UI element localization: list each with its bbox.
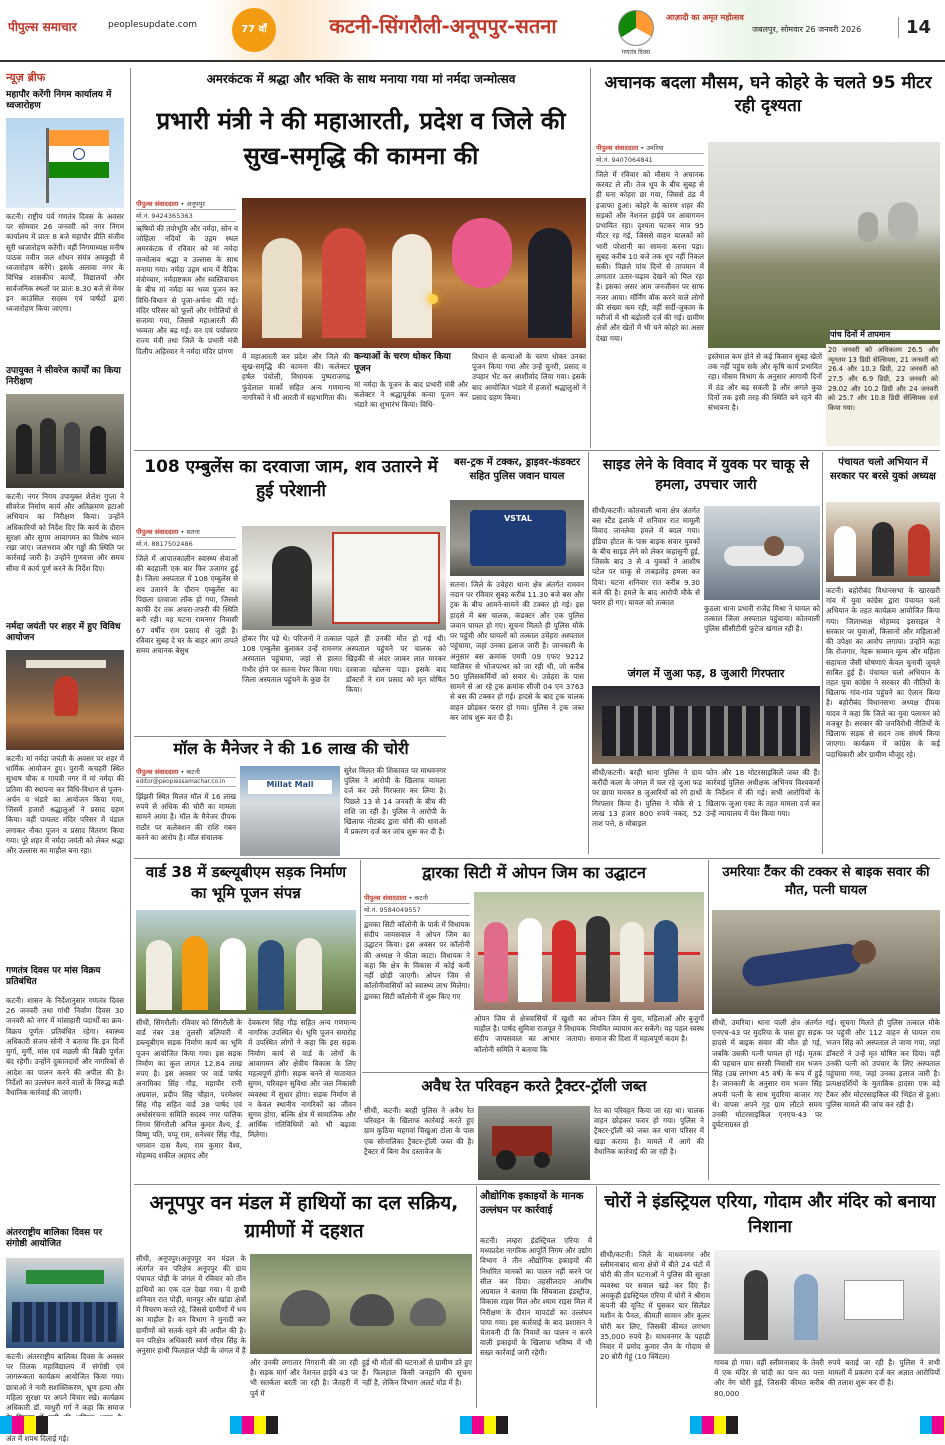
tanker-photo	[712, 910, 940, 1014]
gym-mobile: मो.नं. 9584049557	[364, 904, 470, 916]
weather-body: जिले में रविवार को मौसम ने अचानक करवट ले ली। तेज धूप के बीच सुबह से ही घना कोहरा छा गया, जिससे ठंड में इजाफा हुआ। कोहरे के कारण शहर की सड़कों और नेशनल हाईवे पर आवागमन प्रभावित रहा। दृश्यता घटकर मात्र 95 मीटर रह गई, जिससे वाहन चालकों को भारी परेशानी का सामना करना पड़ा। सुबह करीब 10 बजे तक धूप नहीं निकल सकी। पिछले पांच दिनों से तापमान में लगातार उतार-चढ़ाव देखने को मिल रहा है। इसका असर आम जनजीवन पर साफ नजर आया। मॉर्निंग वॉक करने वाले लोगों की संख्या कम रही, वहीं सर्दी-जुकाम के मरीजों में भी बढ़ोतरी दर्ज की गई। ग्रामीण क्षेत्रों और खेतों में भी घने कोहरे का असर देखा गया।	[596, 170, 704, 343]
bus-headline: बस-ट्रक में टक्कर, ड्राइवर-कंडक्टर सहित पुलिस जवान घायल	[453, 457, 581, 482]
gamble-body-2: फोन और 18 मोटरसाइकिलें जब्त की हैं। कार्रवाई पुलिस अधीक्षक अभिनय विश्वकर्मा के निर्देशन में की गई। सभी आरोपियों के खिलाफ जुआ एक्ट के तहत मामला दर्ज कर उन्हें न्यायालय में पेश किया गया।	[706, 768, 820, 818]
ward-body-2: देवकरण सिंह गौड़ सहित अन्य गणमान्य नागरिक उपस्थित थे। भूमि पूजन समारोह में उपस्थित लोगों ने कहा कि इस सड़क निर्माण कार्य से वार्ड के लोगों के आवागमन और क्षेत्रीय विकास के लिए महत्वपूर्ण होगी। सड़क बनने से यातायात सुगम, परिवहन सुविधा और जल निकासी व्यवस्था में सुधार होगा। सड़क निर्माण से न केवल स्थानीय नागरिकों का जीवन सुगम होगा, बल्कि क्षेत्र में सामाजिक और आर्थिक गतिविधियों को भी बढ़ावा मिलेगा।	[248, 1018, 356, 1140]
brief-2-head: उपायुक्त ने सीवरेज कार्यों का किया निरीक्षण	[6, 366, 121, 388]
site-url[interactable]: peoplesupdate.com	[108, 20, 197, 30]
brief-1-head: महापौर करेंगी निगम कार्यालय में ध्वजारोहण	[6, 90, 112, 112]
elephant-body-2: और उनकी लगातार निगरानी की जा रही है। सड़क मार्ग और नेशनल हाईवे 43 पर भी सतर्कता बरती जा रही है। जैतहरी में पूर्व में	[250, 1358, 358, 1398]
gym-divider	[708, 860, 709, 1180]
tricolor-caption: गणतंत्र दिवस	[621, 49, 651, 56]
gym-byline: पीपुल्स संवाददाता • कटनी	[364, 892, 470, 904]
industry-headline: औद्योगिक इकाइयों के मानक उल्लंघन पर कार्रवाई	[480, 1191, 584, 1216]
lead-mobile: मो.नं. 9424365363	[136, 210, 236, 222]
knife-body: सीधी/कटनी। कोतवाली थाना क्षेत्र अंतर्गत बस स्टैंड इलाके में शनिवार रात मामूली विवाद जानलेवा हमले में बदल गया। इंडिया होटल के पास बाइक सवार युवकों के बीच साइड लेने को लेकर कहासुनी हुई, जिसके बाद 3 से 4 युवकों ने आशीष पटेल पर चाकू से ताबड़तोड़ हमला कर दिया। घटना शनिवार रात करीब 9.30 बजे की है। हमले के बाद आरोपी मौके से फरार हो गए। घायल को तत्काल	[592, 506, 700, 607]
gym-photo	[474, 892, 704, 1010]
youth-body: कटनी। बहोरीबंद विधानसभा के खारखरी गांव में युवा कांग्रेस द्वारा पंचायत चलो अभियान के तहत कार्यक्रम आयोजित किया गया। जिलाध्यक्ष मोहम्मद इसराइल ने सरकार पर युवाओं, किसानों और महिलाओं की उपेक्षा का आरोप लगाया। उन्होंने कहा कि रोजगार, नेहरू सम्मान मूल्य और महिला सहायता जैसी घोषणाएं केवल चुनावी जुमले साबित हुई हैं। पंचायत चलो अभियान के तहत युवा कांग्रेस ने सरकार की नीतियों के खिलाफ गांव-गांव पहुंचने का ऐलान किया है। बहोरीबंद विधानसभा अध्यक्ष दीपक यादव ने कहा कि जिले का युवा पलायन को मजबूर है। सरकार की जनविरोधी नीतियों के खिलाफ सड़क से सदन तक संघर्ष किया जाएगा। कार्यक्रम में कांग्रेस के कई पदाधिकारी और ग्रामीण मौजूद रहे।	[826, 586, 940, 759]
weather-body-2: इस्तेमाल कम होने से कई किसान सुबह खेतों तक नहीं पहुंच सके और कृषि कार्य प्रभावित रहा। मौसम विभाग के अनुसार आगामी दिनों में ठंड और बढ़ सकती है और अगले कुछ दिनों तक इसी तरह की स्थिति बने रहने की संभावना है।	[708, 352, 822, 413]
tanker-body-1: सीधी, उमरिया। थाना पाली क्षेत्र अंतर्गत एनएच-43 पर मुदरिया के पास हुए सड़क हादसे में बाइक सवार की मौत हो गई, जबकि उसकी पत्नी घायल हो गई। मृतक की पहचान ग्राम सरसी निवासी राम भजन सिंह (उम्र लगभग 45 वर्ष) के रूप में हुई है। जानकारी के अनुसार राम भजन सिंह अपनी पत्नी के साथ मुदरिया बाजार गए थे। वापस अपने गृह ग्राम लौटते समय उनकी मोटरसाइकिल एनएच-43 पर दुर्घटनाग्रस्त हो	[712, 1018, 822, 1130]
bus-body: सतना। जिले के उचेहरा थाना क्षेत्र अंतर्गत रामवन नदान पर रविवार सुबह करीब 11.30 बजे बस और ट्रक के बीच आमने-सामने की टक्कर हो गई। इस हादसे में बस चालक, कंडक्टर और एक पुलिस जवान घायल हो गए। सूचना मिलते ही पुलिस मौके पर पहुंची और घायलों को तत्काल उचेहरा अस्पताल पहुंचाया, जहां उनका इलाज जारी है। जानकारी के अनुसार बस क्रमांक एमपी 09 एफए 9212 ग्वालियर से भोजपत्थर को जा रही थी, जो करीब 50 पुलिसकर्मियों को सवार थे। उचेहरा के पास सामने से आ रहे ट्रक क्रमांक सीजी 04 एन 3763 से बस की टक्कर हो गई। हादसे के बाद ट्रक चालक वाहन छोड़कर फरार हो गया। पुलिस ने ट्रक जब्त कर जांच शुरू कर दी है।	[450, 580, 584, 722]
lead-subhead: कन्याओं के चरण धोकर किया पूजन	[354, 352, 451, 374]
sand-headline: अवैध रेत परिवहन करते ट्रैक्टर-ट्रॉली जब्त	[421, 1077, 647, 1095]
tanker-body-2: गई। सूचना मिलते ही पुलिस तत्काल मौके पर पहुंची और 112 वाहन से घायल राम भजन सिंह को अस्पताल ले जाया गया, जहां डॉक्टरों ने उन्हें मृत घोषित कर दिया। वहीं उनकी पत्नी को उपचार के लिए अस्पताल पहुंचाया गया, जहां उनका इलाज जारी है। प्रत्यक्षदर्शियों के मुताबिक हादसा एक बड़े टैंकर और मोटरसाइकिल की भिड़ंत से हुआ। पुलिस मामले की जांच कर रही है।	[826, 1018, 940, 1109]
title-katni: कटनी	[329, 14, 372, 38]
amrit-logo: आज़ादी का अमृत महोत्सव	[666, 13, 744, 22]
news-brief-label: न्यूज़ ब्रीफ	[6, 71, 46, 84]
tricolor-emblem	[618, 10, 654, 46]
theft-headline: चोरों ने इंडस्ट्रियल एरिया, गोदाम और मंदिर को बनाया निशाना	[604, 1192, 936, 1237]
flag-photo	[6, 118, 124, 208]
ambulance-byline-name: पीपुल्स संवाददाता	[136, 528, 179, 536]
mall-photo	[240, 766, 340, 856]
mall-headline: मॉल के मैनेजर ने की 16 लाख की चोरी	[173, 739, 409, 758]
ambulance-body-2: होकर गिर पड़े थे। परिजनों ने तत्काल 108 एम्बुलेंस बुलाकर उन्हें रामनगर अस्पताल पहुंचाया, जहां से हालत गंभीर होने पर सतना रेफर किया गया। जिला अस्पताल पहुंचने के कुछ देर	[242, 634, 342, 684]
narmada-photo	[6, 650, 124, 750]
ambulance-body-3: पहले ही उनकी मौत हो गई थी। अस्पताल पहुंचने पर चालक को खिड़की से अंदर जाकर लात मारकर दरवाजा खोलना पड़ा। इसके बाद डॉक्टरों ने राम प्रसाद को मृत घोषित किया।	[346, 634, 446, 695]
brief-1-body: कटनी। राष्ट्रीय पर्व गणतंत्र दिवस के अवसर पर सोमवार 26 जनवरी को नगर निगम कार्यालय में प्रातः 8 बजे महापौर प्रीति संजीव सूरी ध्वजारोहण करेंगी। वहीं निगमाध्यक्ष मनीष पाठक नवीन जल शोधन संयंत्र अमकुही में ध्वजारोहण करेंगे। इसके अलावा नगर के विभिन्न शासकीय कार्यों, विद्यालयों और सार्वजनिक स्थलों पर प्रातः 8.30 बजे से मेयर इन काउंसिल सदस्य एवं पार्षदों द्वारा ध्वजारोहण किया जाएगा।	[6, 212, 124, 313]
row1-divider	[134, 450, 940, 451]
gym-body-2: ओपन जिम से क्षेत्रवासियों में खुशी का माहौल है। पार्षद सुमित्रा राजपूत ने विधायक संदीप जायसवाल का आभार जताया। कॉलोनी समिति ने बताया कि	[474, 1014, 586, 1054]
temp-box-body: 20 जनवरी को अधिकतम 26.5 और न्यूनतम 13 डिग्री सेल्सियस, 21 जनवरी को 26.4 और 10.3 डिग्री, 22 जनवरी को 27.5 और 6.9 डिग्री, 23 जनवरी को 29.02 और 10.2 डिग्री और 24 जनवरी को 25.7 और 10.8 डिग्री सेल्सियस दर्ज किया गया।	[826, 344, 940, 446]
gamble-headline: जंगल में जुआ फड़, 8 जुआरी गिरफ्तार	[627, 667, 785, 680]
theft-body-1: सीधी/कटनी। जिले के माधवनगर और स्लीमनाबाद थाना क्षेत्रों में बीते 24 घंटों में चोरी की तीन घटनाओं ने पुलिस की सुरक्षा व्यवस्था पर सवाल खड़े कर दिए हैं। अमकुही इंडस्ट्रियल एरिया में चोरों ने श्रीराम कंपनी की यूनिट में घुसकर चार सिलेंडर मशीन के पैनल, कीमती सामान और कूलर चोरी कर लिए, जिसकी कीमत लगभग 35,000 रुपये है। माधवनगर के पहाड़ी निवार में प्रमोद कुमार जैन के गोदाम से 20 बोरी गेहूं (10 क्विंटल)	[600, 1250, 710, 1362]
page-number: 14	[898, 17, 938, 38]
title-satna: -सतना	[507, 14, 557, 38]
theft-photo	[714, 1250, 940, 1354]
industry-body: कटनी। लम्हरा इंडस्ट्रियल एरिया में मध्यप्रदेश नागरिक आपूर्ति निगम और उद्योग विभाग ने तीन औद्योगिक इकाइयों की निर्धारित मानकों का पालन नहीं करने पर सील कर दिया। तहसीलदार आशीष अग्रवाल ने बताया कि सिंघवाला इंडस्ट्रीज, विकास राइस मिल और श्याम राइस मिल में निरीक्षण के दौरान मापदंडों का उल्लंघन पाया गया। इस कार्रवाई के बाद प्रशासन ने चेतावनी दी कि नियमों का पालन न करने वाली इकाइयों के खिलाफ भविष्य में भी सख्त कार्रवाई जारी रहेगी।	[480, 1236, 592, 1358]
bus-divider	[588, 452, 589, 854]
elephant-divider	[476, 1186, 477, 1408]
elephant-headline: अनूपपुर वन मंडल में हाथियों का दल सक्रिय, ग्रामीणों में दहशत	[149, 1192, 459, 1242]
ward-headline: वार्ड 38 में डब्ल्यूबीएम सड़क निर्माण का भूमि पूजन संपन्न	[145, 863, 347, 902]
lead-headline: प्रभारी मंत्री ने की महाआरती, प्रदेश व जिले की सुख-समृद्धि की कामना की	[156, 107, 566, 170]
ward-body-1: सीधी, सिंगरौली। रविवार को सिंगरौली के वार्ड नंबर 38 तुलसी बलियारी में डब्ल्यूबीएम सड़क निर्माण कार्य का भूमि पूजन आयोजित किया गया। इस सड़क निर्माण का कुल लागत 12.84 लाख रुपए है। इस अवसर पर वार्ड पार्षद अनामिका सिंह गौड़, महापौर रानी अग्रवाल, प्रदीप सिंह चौहान, परमेश्वर सिंह गौड़ सहित वार्ड 38 पार्षद एवं अधोसंरचना समिति सदस्य नगर पालिक निगम सिंगरौली अनिल कुमार वैश्य, ई. विष्णु पति, पप्पू राम, सनेश्वर सिंह गौड़, भगवान दास वैश्य, राम कुमार वैश्य, मोहम्मद शकील अहमद और	[136, 1018, 242, 1160]
brief-4-body: कटनी। शासन के निर्देशानुसार गणतंत्र दिवस 26 जनवरी तथा गांधी निर्वाण दिवस 30 जनवरी को नगर में मांसाहारी पदार्थों का क्रय-विक्रय पूर्णतः प्रतिबंधित रहेगा। स्वास्थ्य अधिकारी संजय सोनी ने बताया कि इन दिनों मुर्गा, मुर्गी, मांस एवं मछली की बिक्री पूर्णतः बंद रहेगी। उन्होंने दुकानदारों और नागरिकों से आदेश का पालन करने की अपील की है। निर्देशों का उल्लंघन करने वालों के विरुद्ध कड़ी वैधानिक कार्रवाई की जाएगी।	[6, 996, 124, 1097]
mall-body-2: सुरेश मिलत की शिकायत पर माधवनगर पुलिस ने आरोपी के खिलाफ मामला दर्ज कर उसे गिरफ्तार कर लिया है। पिछले 13 से 14 जनवरी के बीच की राशि जा रही है। पुलिस ने आरोपी के खिलाफ नोटबंद द्वारा चोरी की धाराओं में प्रकरण दर्ज कर जांच शुरू कर दी है।	[344, 766, 446, 837]
weather-byline-place: उमरिया	[646, 144, 664, 152]
lead-aarti-photo	[242, 198, 586, 348]
youth-headline: पंचायत चलो अभियान में सरकार पर बरसे युकां अध्यक्ष	[830, 457, 936, 482]
sand-top-rule	[362, 1072, 708, 1073]
ambulance-body-1: जिले में आपातकालीन स्वास्थ्य सेवाओं की बदहाली एक बार फिर उजागर हुई है। जिला अस्पताल में 108 एम्बुलेंस से शव उतारने के दौरान एम्बुलेंस का पिछला दरवाजा लॉक हो गया, जिससे काफी देर तक अफरा-तफरी की स्थिति बनी रही। यह घटना रामनगर निवासी 67 वर्षीय राम प्रसाद से जुड़ी है। रविवार सुबह दे घर के बाहर आग तापते समय अचानक बेसुध	[136, 554, 238, 655]
lead-divider	[590, 68, 591, 448]
print-registration-bar	[0, 1416, 945, 1434]
gym-body-1: द्वारका सिटी कॉलोनी के पार्क में विधायक संदीप जायसवाल ने ओपन जिम का उद्घाटन किया। इस अवसर पर कॉलोनी की अध्यक्ष ने फीता काटा। विधायक ने कहा कि क्षेत्र के विकास में कोई कमी नहीं छोड़ी जाएगी। ओपन जिम से कॉलोनीवासियों को स्वास्थ्य लाभ मिलेगा। द्वारका सिटी कॉलोनी में शुरू किए गए	[364, 920, 470, 1001]
brief-5-body: कटनी। अंतरराष्ट्रीय बालिका दिवस के अवसर पर तिलक महाविद्यालय में संगोष्ठी एवं जागरूकता कार्यक्रम आयोजित किया गया। छात्राओं ने नारी सशक्तिकरण, भ्रूण हत्या और महिला सुरक्षा पर अपने विचार रखे। कार्यक्रम अधिकारी डॉ. माधुरी गर्ग ने कहा कि समाज अंत में शपथ दिलाई गई।	[6, 1352, 124, 1443]
news-brief-sidebar	[0, 68, 128, 1443]
tanker-headline: उमरियाः टैंकर की टक्कर से बाइक सवार की मौत, पत्नी घायल	[722, 865, 930, 899]
temp-box-title: पांच दिनों में तापमान	[830, 330, 940, 340]
title-anuppur: अनूपपुर	[449, 14, 508, 38]
ambulance-photo	[242, 526, 446, 630]
brief-2-body: कटनी। नगर निगम उपायुक्त शैलेश गुप्ता ने सीवरेज निर्माण कार्य और अतिक्रमण हटाओ अभियान का निरीक्षण किया। उन्होंने अधिकारियों को निर्देश दिए कि कार्य के दौरान सुरक्षा और सुगम आवागमन का विशेष ध्यान रखा जाए। जलभराव और गड्ढों की स्थिति पर कार्रवाई जारी है। उन्होंने गुणवत्ता और समय सीमा में कार्य पूर्ण करने के निर्देश दिए।	[6, 492, 124, 573]
gym-body-3: ओपन जिम से युवा, महिलाओं और बुजुर्गों नियमित व्यायाम कर सकेंगे। यह पहल स्वस्थ समाज की दिशा में महत्वपूर्ण कदम है।	[590, 1014, 704, 1044]
lead-body-2: में महाआरती कर प्रदेश और जिले की सुख-समृद्धि की कामना की। कलेक्टर हर्षल पंचोली, विधायक पुष्पराजगढ़ फुंदेलाल मार्को सहित अन्य गणमान्य नागरिकों ने भी आरती में सहभागिता की।	[242, 352, 350, 402]
gamble-photo	[592, 686, 820, 764]
brief-4-head: गणतंत्र दिवस पर मांस विक्रय प्रतिबंधित	[6, 966, 101, 988]
brief-3-head: नर्मदा जयंती पर शहर में हुए विविध आयोजन	[6, 622, 121, 644]
brief-3-body: कटनी। मां नर्मदा जयंती के अवसर पर शहर में धार्मिक आयोजन हुए। पुरानी कचहरी स्थित सुभाष चौक व गायत्री नगर में मां नर्मदा की प्रतिमा की स्थापना कर विधि-विधान से पूजन-अर्चन व भंडारे का आयोजन किया गया, जिसमें हजारों श्रद्धालुओं ने प्रसाद ग्रहण किया। वहीं पायलट मंदिर परिसर में पंडाल लगाकर नौका पूजन व प्रसाद वितरण किया गया। पूरे शहर में नर्मदा जयंती को लेकर श्रद्धा और उल्लास का माहौल बना रहा।	[6, 754, 124, 855]
masthead	[0, 0, 945, 62]
section-title	[278, 12, 608, 39]
title-singrauli: -सिंगरौली-	[371, 14, 450, 38]
ambulance-byline: पीपुल्स संवाददाता • सतना	[136, 526, 236, 538]
weather-byline: पीपुल्स संवाददाता • उमरिया	[596, 142, 704, 154]
industry-divider	[596, 1186, 597, 1408]
knife-victim-photo	[704, 506, 820, 600]
bus-label: VSTAL	[503, 514, 533, 523]
bus-photo	[450, 500, 584, 576]
byline-name: पीपुल्स संवाददाता	[136, 200, 179, 208]
elephant-photo	[250, 1254, 472, 1354]
sidebar-divider	[130, 68, 131, 1408]
lead-kicker: अमरकंटक में श्रद्धा और भक्ति के साथ मनाया गया मां नर्मदा जन्मोत्सव	[206, 72, 516, 86]
mall-top-rule	[134, 736, 446, 737]
gym-byline-name: पीपुल्स संवाददाता	[364, 894, 407, 902]
lead-body-3: मां नर्मदा के पूजन के बाद प्रभारी मंत्री और कलेक्टर ने श्रद्धापूर्वक कन्या पूजन कर भंडारे का शुभारंभ किया। विधि-	[354, 380, 468, 410]
row3-divider	[134, 1184, 940, 1185]
anniversary-badge: 77 वाँ	[232, 8, 276, 52]
lead-body-1: ऋषियों की तपोभूमि और नर्मदा, सोन व जोहिला नदियों के उद्गम स्थल अमरकंटक में रविवार को मां नर्मदा जन्मोत्सव श्रद्धा व उल्लास के साथ मनाया गया। नर्मदा उद्गम धाम में वैदिक मंत्रोच्चार, नर्मदाष्टकम और स्वस्तिवाचन के बीच मां नर्मदा का भव्य पूजन कर विधि-विधान से पूजा-अर्चना की गई। मंदिर परिसर को फूलों और रंगोलियों से सजाया गया, जिससे महाआरती की भव्यता और बढ़ गई। वन एवं पर्यावरण राज्य मंत्री तथा जिले के प्रभारी मंत्री दिलीप अहिरवार ने नर्मदा मंदिर प्रांगण	[136, 224, 238, 356]
ambulance-byline-place: सतना	[186, 528, 200, 536]
mall-body-1: झिंझरी स्थित मिलत मॉल में 16 लाख रुपये से अधिक की चोरी का मामला सामने आया है। मॉल के मैनेजर दीपक राठौर पर कलेक्शन की राशि गबन करने का आरोप है। मॉल संचालक	[136, 792, 236, 842]
weather-byline-name: पीपुल्स संवाददाता	[596, 144, 639, 152]
knife-body-2: कुठला थाना प्रभारी राजेंद्र मिश्रा ने घायल को तत्काल जिला अस्पताल पहुंचाया। कोतवाली पुलिस सीसीटीवी फुटेज खंगाल रही है।	[704, 604, 820, 634]
dateline: जबलपुर, सोमवार 26 जनवरी 2026	[752, 25, 862, 34]
sand-body-1: सीधी, कटनी। बरही पुलिस ने अवैध रेत परिवहन के खिलाफ कार्रवाई करते हुए ग्राम कुठिया महगवां चिखुआ टोला के पास एक सोनालिका ट्रैक्टर-ट्रॉली जब्त की है। ट्रैक्टर में बिना वैध दस्तावेज के	[364, 1106, 474, 1156]
elephant-body-1: सीधी, अनूपपुर।अनूपपुर वन मंडल के अंतर्गत वन परिक्षेत्र अनूपपुर की ग्राम पंचायत पोड़ी के जंगल में रविवार को तीन हाथियों का एक दल देखा गया। ये हाथी शनिवार रात पोड़ी, मानपुर और खांडा क्षेत्रों में विचरण करते रहे, जिससे ग्रामीणों में भय का माहौल है। वन विभाग ने मुनादी कर ग्रामीणों को सतर्क रहने की अपील की है। वन परिक्षेत्र अधिकारी स्वर्ण गौरव सिंह के अनुसार हाथी फिलहाल पोड़ी के जंगल में हैं	[136, 1254, 246, 1355]
mall-email[interactable]: editor@peoplessamachar.co.in	[136, 778, 236, 787]
lead-body-4: विधान से कन्याओं के चरण धोकर उनका पूजन किया गया और उन्हें चुनरी, प्रसाद व उपहार भेंट कर आशीर्वाद लिया गया। इसके बाद आयोजित भंडारे में हजारों श्रद्धालुओं ने प्रसाद ग्रहण किया।	[472, 352, 586, 402]
weather-headline: अचानक बदला मौसम, घने कोहरे के चलते 95 मीटर रही दृश्यता	[604, 73, 932, 116]
mall-byline-place: कटनी	[186, 768, 200, 776]
row2-divider	[134, 858, 940, 859]
sand-body-2: रेत का परिवहन किया जा रहा था। चालक वाहन छोड़कर फरार हो गया। पुलिस ने ट्रैक्टर-ट्रॉली को जब्त कर थाना परिसर में खड़ा कराया है। मामले में आगे की वैधानिक कार्रवाई की जा रही है।	[594, 1106, 704, 1156]
fog-photo	[708, 142, 940, 348]
ward-photo	[136, 910, 356, 1014]
brief-5-head: अंतरराष्ट्रीय बालिका दिवस पर संगोष्ठी आयोजित	[6, 1228, 103, 1250]
byline-place: अनूपपुर	[186, 200, 205, 208]
youth-divider	[822, 452, 823, 854]
paper-logo: पीपुल्स समाचार	[8, 20, 77, 34]
sand-tractor-photo	[478, 1106, 590, 1180]
mall-byline: पीपुल्स संवाददाता • कटनी	[136, 766, 236, 778]
theft-body-2: गायब हो गया। वहीं स्लीमनाबाद के तेवरी में एक मंदिर से चांदी का पान का पत्ता और नेग चोरी हुई, जिसकी कीमत करीब 80,000	[714, 1358, 824, 1398]
seminar-photo	[6, 1258, 124, 1348]
ambulance-headline: 108 एम्बुलेंस का दरवाजा जाम, शव उतारने में हुई परेशानी	[144, 457, 438, 501]
lead-byline: पीपुल्स संवाददाता • अनूपपुर	[136, 198, 236, 210]
knife-headline: साइड लेने के विवाद में युवक पर चाकू से हमला, उपचार जारी	[602, 457, 810, 493]
theft-body-3: रुपये बताई जा रही है। पुलिस ने सभी मामलों में प्रकरण दर्ज कर अज्ञात आरोपियों की तलाश शुरू कर दी है।	[828, 1358, 940, 1388]
mall-sign: Millat Mall	[248, 780, 332, 794]
gym-byline-place: कटनी	[414, 894, 428, 902]
gym-headline: द्वारका सिटी में ओपन जिम का उद्घाटन	[422, 863, 646, 882]
mall-byline-name: पीपुल्स संवाददाता	[136, 768, 179, 776]
youth-photo	[826, 502, 940, 582]
ambulance-mobile: मो.नं. 8817502486	[136, 538, 236, 550]
weather-mobile: मो.नं. 9407064841	[596, 154, 704, 166]
elephant-body-3: हुई थी मौतों की घटनाओं से ग्रामीण डरे हुए हैं। फिलहाल किसी जनहानि की सूचना नहीं है, लेकिन विभाग अलर्ट मोड में है।	[362, 1358, 472, 1388]
gamble-body: सीधी/कटनी। बरही थाना पुलिस ने ग्राम करौंदी कला के जंगल में चल रहे जुआ फड़ पर छापा मारकर 8 जुआरियों को रंगे हाथों गिरफ्तार किया है। पुलिस ने मौके से 1 लाख 13 हजार 800 रुपये नकद, 52 ताश पत्ते, 8 मोबाइल	[592, 768, 702, 829]
inspection-photo	[6, 394, 124, 488]
ward-divider	[360, 860, 361, 1110]
